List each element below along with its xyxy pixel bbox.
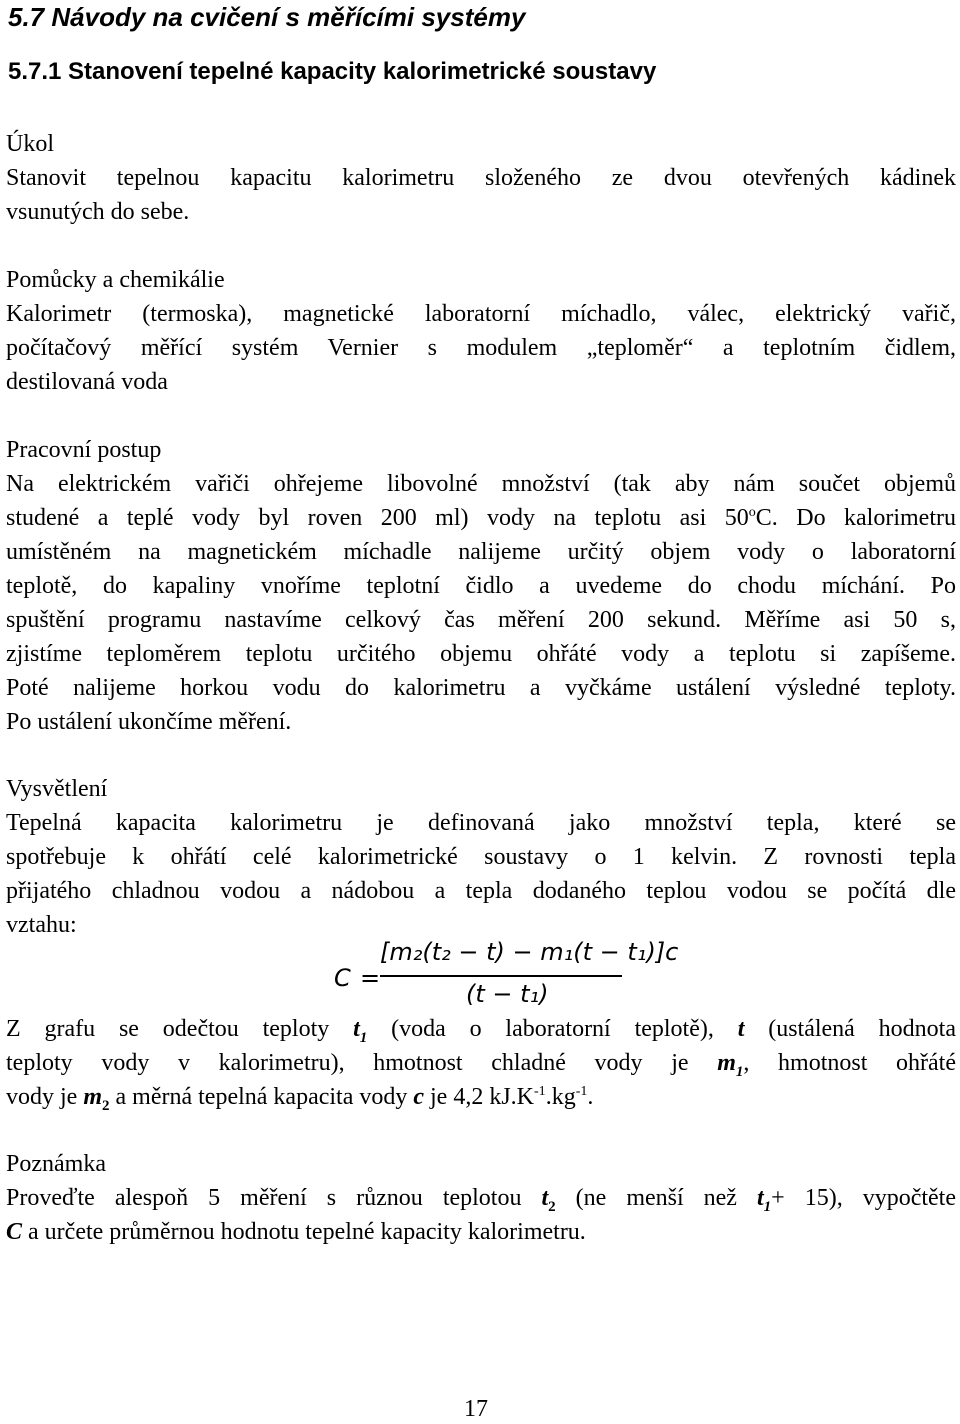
pomucky-line: Kalorimetr (termoska), magnetické laboratorní míchadlo, válec, elektrický vařič, <box>6 301 956 327</box>
postup-line: Na elektrickém vařiči ohřejeme libovolné množství (tak aby nám součet objemů <box>6 471 956 497</box>
var-t: t <box>737 1016 745 1042</box>
graf-line <box>6 1046 956 1080</box>
var-m1-sub: 1 <box>735 1063 744 1080</box>
poznamka-line <box>6 1181 956 1215</box>
var-t2-sub: 2 <box>548 1198 556 1215</box>
formula-lhs: C <box>334 964 351 992</box>
poznamka-text-part: (ne menší než <box>555 1185 757 1211</box>
pomucky-text <box>6 297 956 399</box>
section-vysvetleni <box>6 772 956 942</box>
pomucky-line: počítačový měřící systém Vernier s modulem „teploměr“ a teplotním čidlem, <box>6 335 956 361</box>
graf-text-part: je 4,2 kJ.K <box>424 1084 535 1110</box>
formula-equals: = <box>360 964 381 992</box>
vysvetleni-line: Tepelná kapacita kalorimetru je definovaná jako množství tepla, které se <box>6 810 956 836</box>
postup-line: umístěném na magnetickém míchadle nalijeme určitý objem vody o laboratorní <box>6 539 956 565</box>
postup-line: teplotě, do kapaliny vnoříme teplotní čidlo a uvedeme do chodu míchání. Po <box>6 573 956 599</box>
graf-text-part: . <box>587 1084 594 1110</box>
formula-denominator: (t − t₁) <box>466 980 549 1008</box>
postup-line2-b: C. Do kalorimetru <box>755 505 956 531</box>
var-C: C <box>6 1219 23 1245</box>
var-m2: m <box>83 1084 102 1110</box>
section-graf <box>6 1012 956 1114</box>
exp-sup: -1 <box>575 1084 588 1099</box>
section-pomucky <box>6 263 956 399</box>
ukol-line: vsunutých do sebe. <box>6 199 190 225</box>
var-m1: m <box>717 1050 736 1076</box>
var-c: c <box>413 1084 425 1110</box>
graf-text-part: .kg <box>545 1084 576 1110</box>
section-postup <box>6 433 956 739</box>
var-m2-sub: 2 <box>102 1097 110 1114</box>
poznamka-text <box>6 1181 956 1249</box>
vysvetleni-line: vztahu: <box>6 912 77 938</box>
var-t1: t <box>756 1185 764 1211</box>
ukol-title: Úkol <box>6 131 54 157</box>
var-t1: t <box>353 1016 360 1042</box>
postup-line: spuštění programu nastavíme celkový čas měření 200 sekund. Měříme asi 50 s, <box>6 607 956 633</box>
graf-line <box>6 1012 956 1046</box>
formula-numerator: [m₂(t₂ − t) − m₁(t − t₁)]c <box>380 938 679 966</box>
ukol-line: Stanovit tepelnou kapacitu kalorimetru složeného ze dvou otevřených kádinek <box>6 165 956 191</box>
poznamka-text-part: Proveďte alespoň 5 měření s různou teplotou <box>6 1185 542 1211</box>
var-t1-sub: 1 <box>763 1198 772 1215</box>
vysvetleni-line: přijatého chladnou vodou a nádobou a tepla dodaného teplou vodou se počítá dle <box>6 878 956 904</box>
ukol-text <box>6 161 956 229</box>
postup-line2-a: studené a teplé vody byl roven 200 ml) vody na teplotu asi 50 <box>6 505 749 531</box>
graf-text-part: (voda o laboratorní teplotě), <box>367 1016 738 1042</box>
graf-text-part: teploty vody v kalorimetru), hmotnost chladné vody je <box>6 1050 718 1076</box>
graf-text-part: Z grafu se odečtou teploty <box>6 1016 354 1042</box>
graf-line <box>6 1080 956 1114</box>
graf-text-part: (ustálená hodnota <box>744 1016 956 1042</box>
exp-sup: -1 <box>534 1084 546 1099</box>
graf-text <box>6 1012 956 1114</box>
degree-sup: o <box>748 505 756 520</box>
section-heading: 5.7.1 Stanovení tepelné kapacity kalorimetrické soustavy <box>8 58 657 85</box>
poznamka-text-part: a určete průměrnou hodnotu tepelné kapacity kalorimetru. <box>22 1219 586 1245</box>
var-t1-sub: 1 <box>359 1029 368 1046</box>
postup-line: Po ustálení ukončíme měření. <box>6 709 292 735</box>
poznamka-line <box>6 1215 956 1249</box>
section-poznamka <box>6 1147 956 1249</box>
var-t2: t <box>541 1185 549 1211</box>
vysvetleni-title: Vysvětlení <box>6 776 108 802</box>
postup-line: zjistíme teploměrem teplotu určitého objemu ohřáté vody a teplotu si zapíšeme. <box>6 641 956 667</box>
page-number: 17 <box>464 1396 488 1422</box>
section-ukol <box>6 127 956 229</box>
chapter-heading: 5.7 Návody na cvičení s měřícími systémy <box>8 2 526 32</box>
graf-text-part: a měrná tepelná kapacita vody <box>109 1084 414 1110</box>
graf-text-part: vody je <box>6 1084 84 1110</box>
postup-text <box>6 467 956 739</box>
postup-line: Poté nalijeme horkou vodu do kalorimetru a vyčkáme ustálení výsledné teploty. <box>6 675 956 701</box>
vysvetleni-line: spotřebuje k ohřátí celé kalorimetrické soustavy o 1 kelvin. Z rovnosti tepla <box>6 844 956 870</box>
poznamka-text-part: + 15), vypočtěte <box>771 1185 956 1211</box>
vysvetleni-text <box>6 806 956 942</box>
graf-text-part: , hmotnost ohřáté <box>743 1050 956 1076</box>
postup-title: Pracovní postup <box>6 437 162 463</box>
fraction-bar <box>380 975 622 977</box>
pomucky-title: Pomůcky a chemikálie <box>6 267 225 293</box>
postup-line <box>6 501 956 535</box>
poznamka-title: Poznámka <box>6 1151 106 1177</box>
pomucky-line: destilovaná voda <box>6 369 168 395</box>
